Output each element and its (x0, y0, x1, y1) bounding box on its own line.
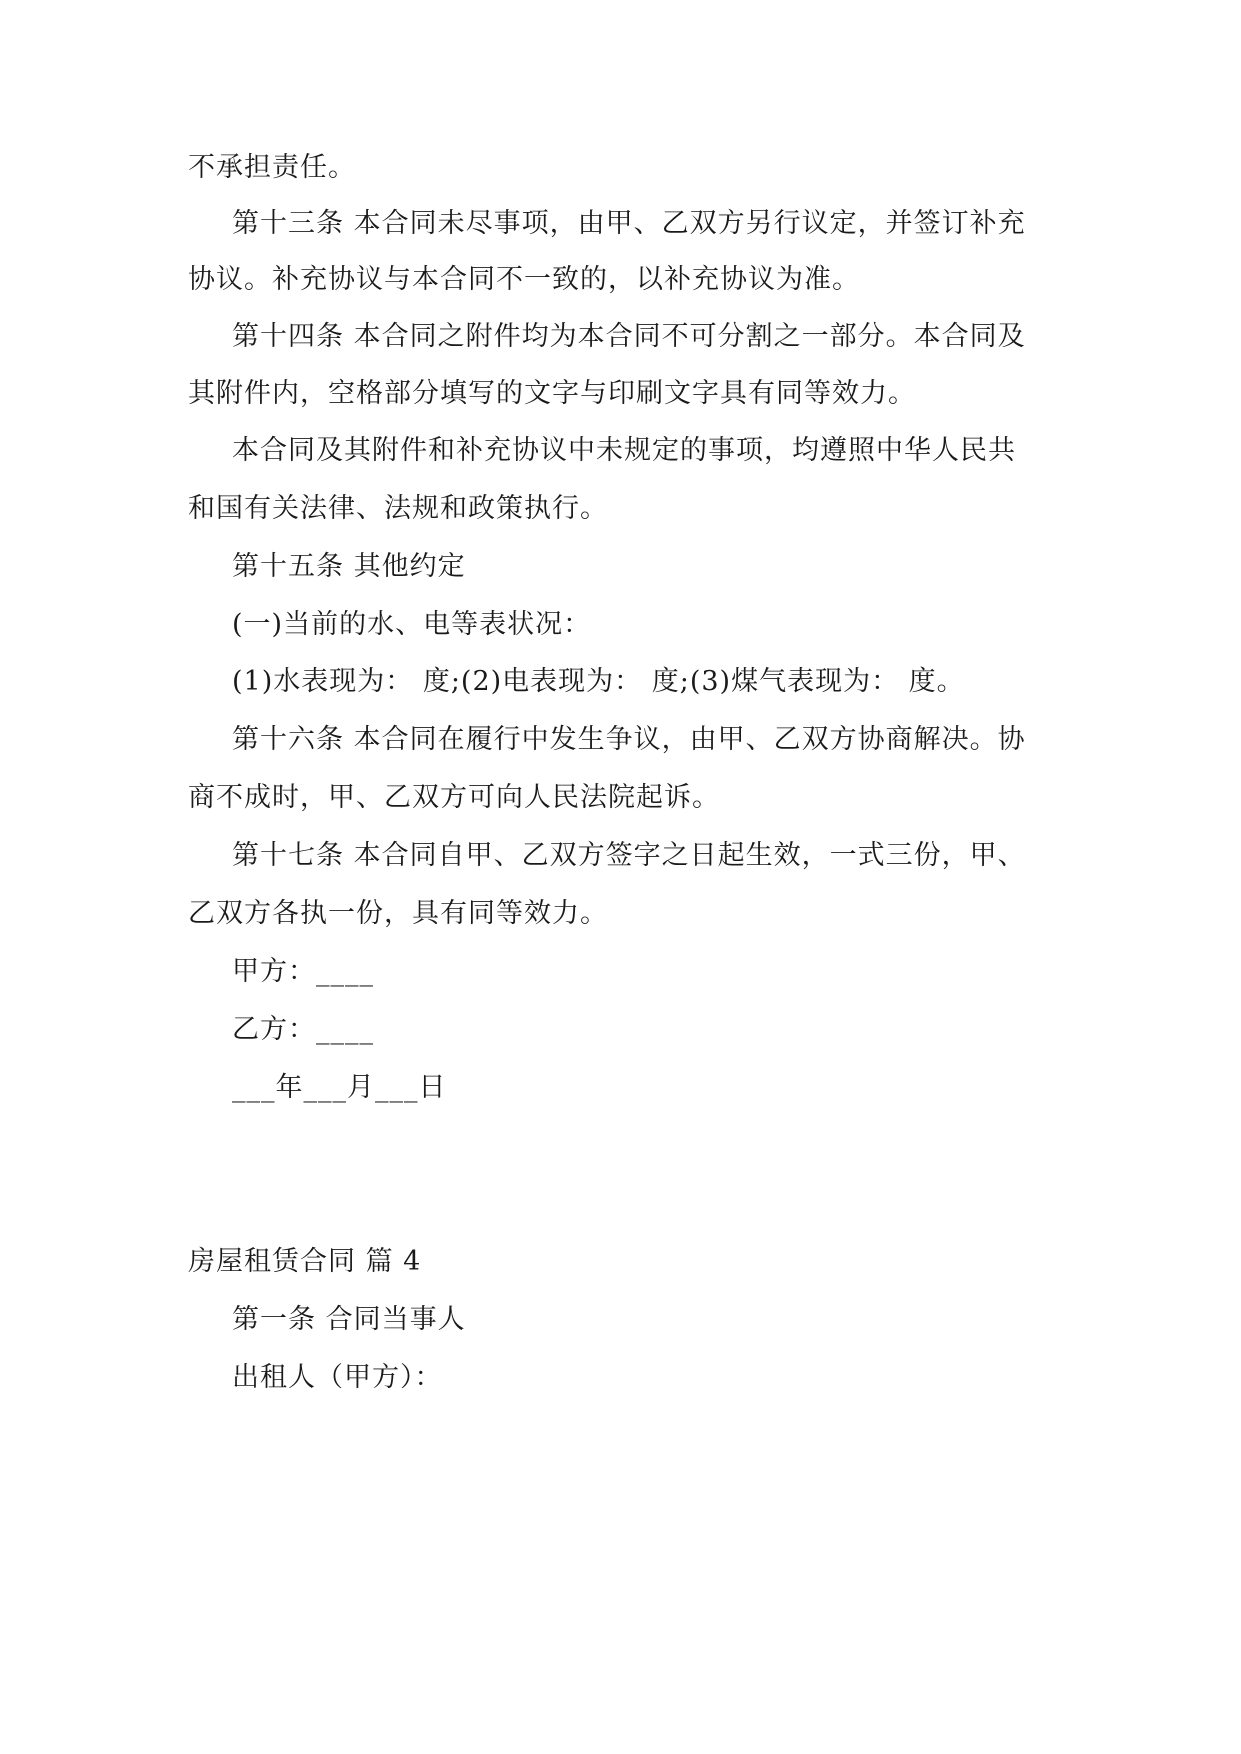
signing-date: ___年___月___日 (232, 1072, 447, 1103)
party-a-signature: 甲方：____ (232, 956, 374, 987)
text-line: 不承担责任。 (188, 152, 356, 183)
clause-1-heading: 第一条 合同当事人 (232, 1304, 466, 1335)
meter-readings: (1)水表现为： 度;(2)电表现为： 度;(3)煤气表现为： 度。 (232, 666, 965, 697)
paragraph-line-2: 和国有关法律、法规和政策执行。 (188, 493, 608, 524)
clause-13-line-2: 协议。补充协议与本合同不一致的，以补充协议为准。 (188, 264, 860, 295)
clause-14-line-2: 其附件内，空格部分填写的文字与印刷文字具有同等效力。 (188, 378, 916, 409)
section-title: 房屋租赁合同 篇 4 (188, 1246, 422, 1277)
clause-16-line-2: 商不成时，甲、乙双方可向人民法院起诉。 (188, 782, 720, 813)
clause-17-line-1: 第十七条 本合同自甲、乙双方签字之日起生效，一式三份，甲、 (232, 840, 1026, 871)
clause-15-heading: 第十五条 其他约定 (232, 551, 466, 582)
clause-16-line-1: 第十六条 本合同在履行中发生争议，由甲、乙双方协商解决。协 (232, 724, 1026, 755)
clause-14-line-1: 第十四条 本合同之附件均为本合同不可分割之一部分。本合同及 (232, 321, 1026, 352)
clause-13-line-1: 第十三条 本合同未尽事项，由甲、乙双方另行议定，并签订补充 (232, 208, 1026, 239)
clause-17-line-2: 乙双方各执一份，具有同等效力。 (188, 898, 608, 929)
paragraph-line-1: 本合同及其附件和补充协议中未规定的事项，均遵照中华人民共 (232, 435, 1016, 466)
party-b-signature: 乙方：____ (232, 1014, 374, 1045)
meter-status-heading: (一)当前的水、电等表状况： (232, 609, 592, 640)
lessor-label: 出租人（甲方）： (232, 1362, 443, 1393)
